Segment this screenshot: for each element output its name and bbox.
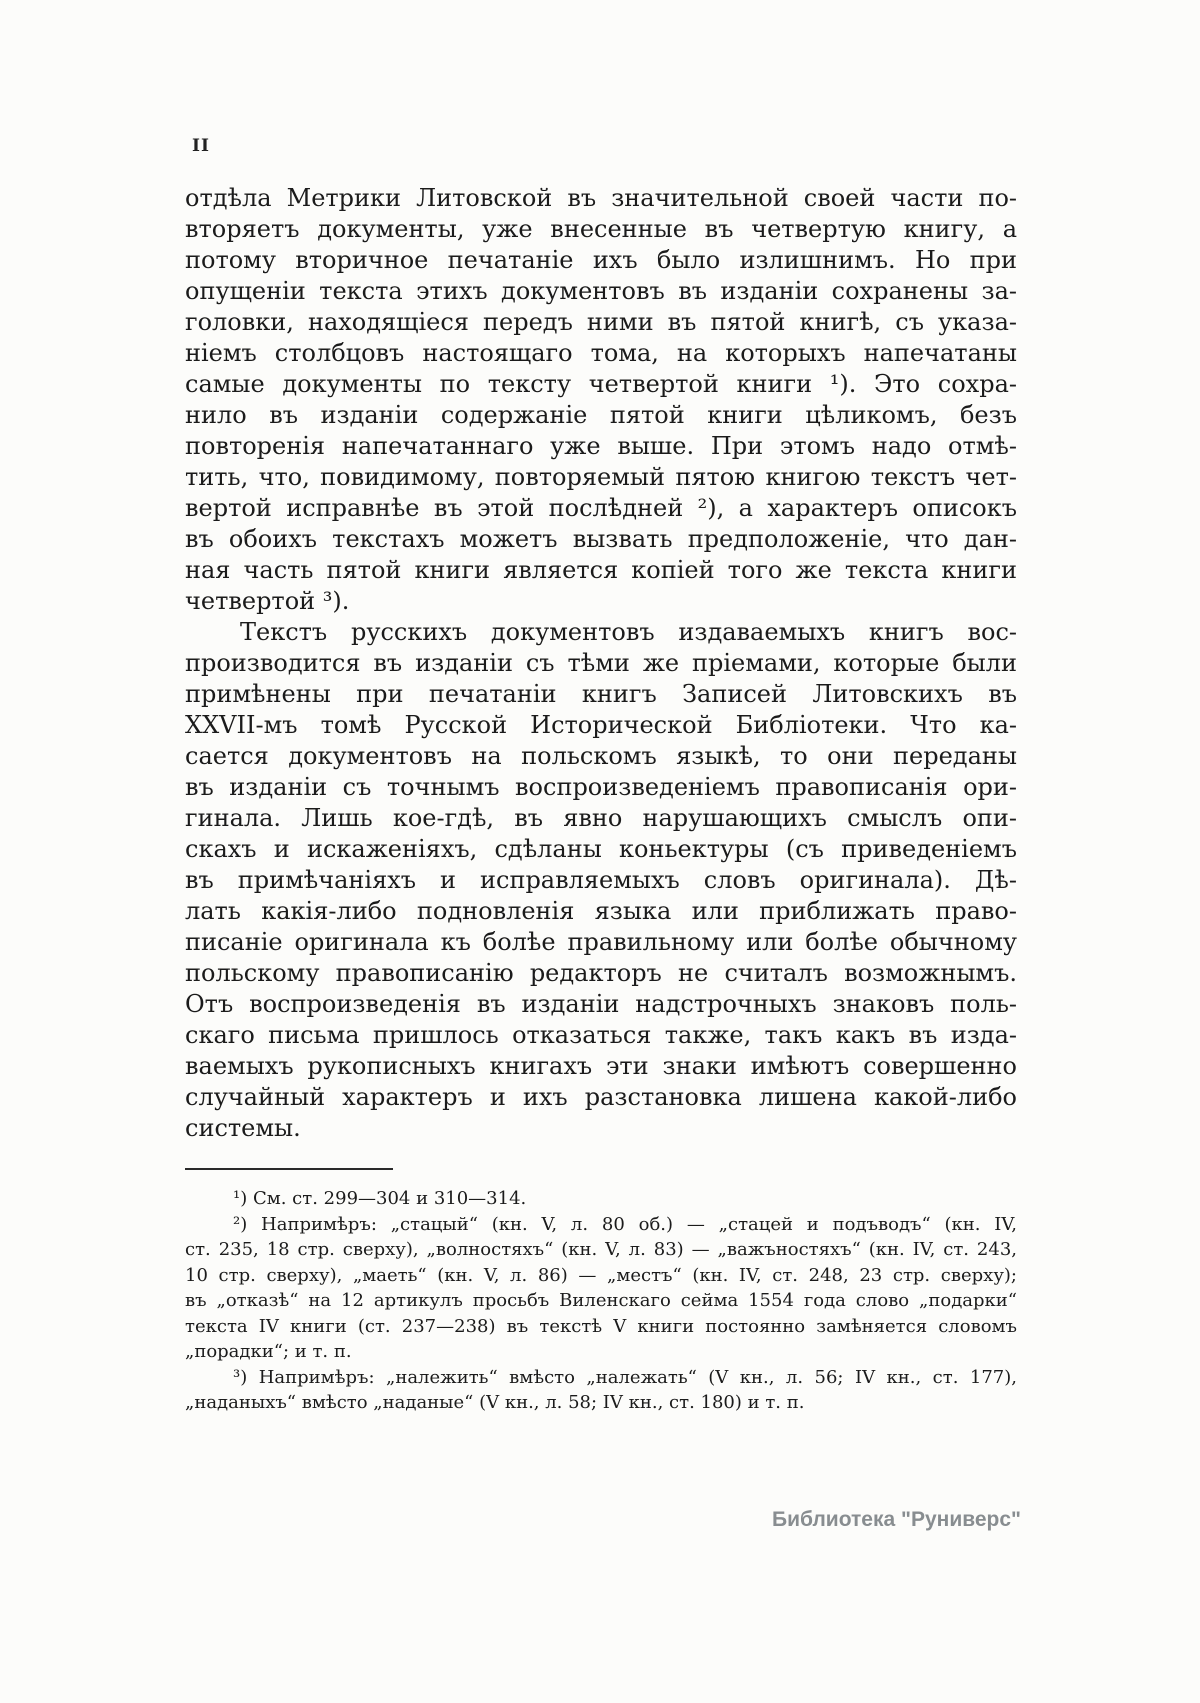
footnotes-block — [185, 1186, 1017, 1416]
library-watermark: Библиотека "Руниверс" — [772, 1508, 1022, 1531]
footnote-2: ²) Напримѣръ: „стацый“ (кн. V, л. 80 об.) — „стацей и подъводъ“ (кн. IV, ст. 235, 18 стр. сверху), „волностяхъ“ (кн. V, л. 83) — „важъностяхъ“ (кн. IV, ст. 243, 10 стр. сверху), „маеть“ (кн. V, л. 86) — „местъ“ (кн. IV, ст. 248, 23 стр. сверху); въ „отказѣ“ на 12 артикулъ просьбъ Виленскаго сейма 1554 года слово „подарки“ текста IV книги (ст. 237—238) въ текстѣ V книги постоянно замѣняется словомъ „порадки“; и т. п. — [185, 1213, 1017, 1362]
paragraph-1: отдѣла Метрики Литовской въ значительной своей части по- вторяетъ документы, уже внесенные въ четвертую книгу, а потому вторичное печатаніе ихъ было излишнимъ. Но при опущеніи текста этихъ документовъ въ изданіи сохранены за- головки, находящіеся передъ ними въ пятой книгѣ, съ указа- ніемъ столбцовъ настоящаго тома, на которыхъ напечатаны самые документы по тексту четвертой книги ¹). Это сохра- нило въ изданіи содержаніе пятой книги цѣликомъ, безъ повторенія напечатаннаго уже выше. При этомъ надо отмѣ- тить, что, повидимому, повторяемый пятою книгою текстъ чет- вертой исправнѣе въ этой послѣдней ²), а характеръ описокъ въ обоихъ текстахъ можетъ вызвать предположеніе, что дан- ная часть пятой книги является копіей того же текста книги четвертой ³). — [185, 184, 1017, 615]
paragraph-2: Текстъ русскихъ документовъ издаваемыхъ книгъ вос- производится въ изданіи съ тѣми же пріемами, которые были примѣнены при печатаніи книгъ Записей Литовскихъ въ XXVII-мъ томѣ Русской Исторической Библіотеки. Что ка- сается документовъ на польскомъ языкѣ, то они переданы въ изданіи съ точнымъ воспроизведеніемъ правописанія ори- гинала. Лишь кое-гдѣ, въ явно нарушающихъ смыслъ опи- скахъ и искаженіяхъ, сдѣланы коньектуры (съ приведеніемъ въ примѣчаніяхъ и исправляемыхъ словъ оригинала). Дѣ- лать какія-либо подновленія языка или приближать право- писаніе оригинала къ болѣе правильному или болѣе обычному польскому правописанію редакторъ не считалъ возможнымъ. Отъ воспроизведенія въ изданіи надстрочныхъ знаковъ поль- скаго письма пришлось отказаться также, такъ какъ въ изда- ваемыхъ рукописныхъ книгахъ эти знаки имѣютъ совершенно случайный характеръ и ихъ разстановка лишена какой-либо системы. — [185, 618, 1017, 1142]
footnote-separator-rule — [185, 1168, 393, 1170]
main-text-block — [185, 183, 1017, 1144]
page-number: II — [192, 136, 210, 156]
footnote-1: ¹) См. ст. 299—304 и 310—314. — [233, 1188, 527, 1209]
footnote-3: ³) Напримѣръ: „належить“ вмѣсто „належать“ (V кн., л. 56; IV кн., ст. 177), „наданыхъ“ вмѣсто „наданые“ (V кн., л. 58; IV кн., ст. 180) и т. п. — [185, 1366, 1017, 1413]
